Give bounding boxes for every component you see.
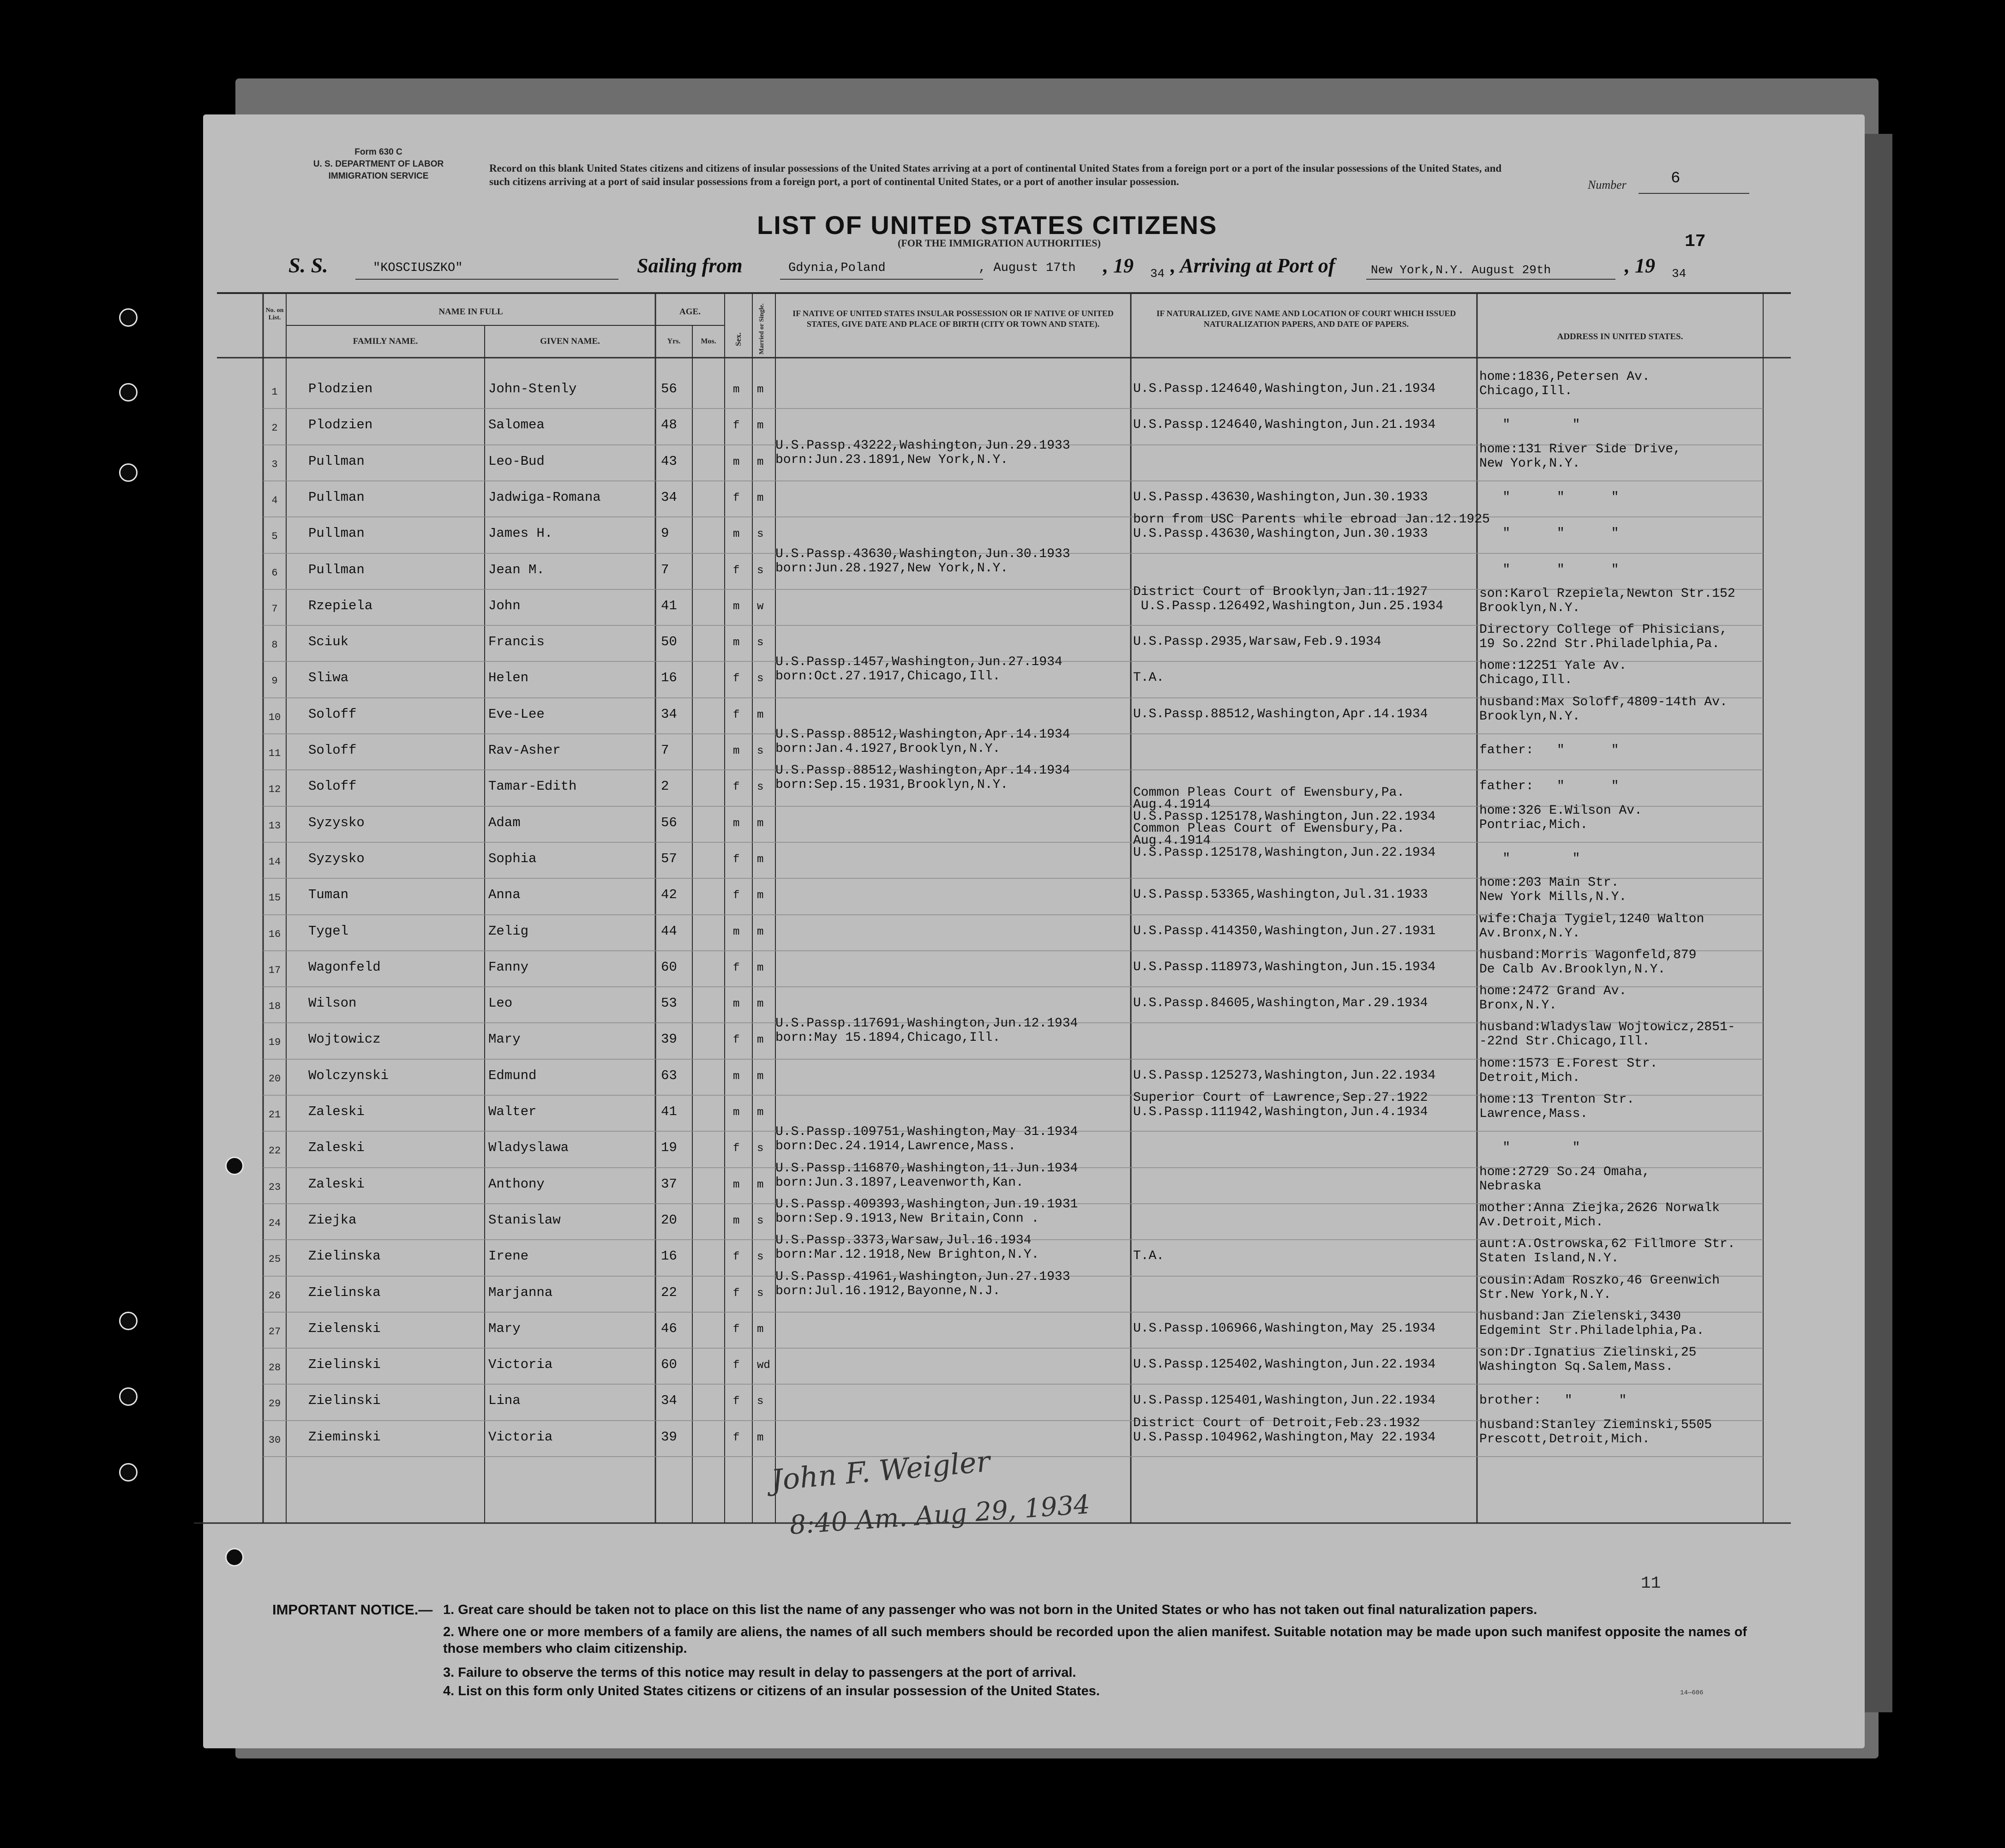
us-address: father: " " bbox=[1479, 779, 1619, 794]
family-name: Wolczynski bbox=[308, 1068, 389, 1083]
given-name: Salomea bbox=[488, 417, 545, 433]
marital-status: m bbox=[757, 384, 764, 396]
col-header-no: No. on List. bbox=[265, 307, 284, 321]
col-header-family-name: FAMILY NAME. bbox=[353, 336, 418, 346]
age-years: 34 bbox=[661, 706, 677, 722]
given-name: John-Stenly bbox=[488, 381, 577, 396]
arriving-port: New York,N.Y. August 29th bbox=[1371, 263, 1551, 277]
family-name: Tygel bbox=[308, 923, 349, 939]
sex-code: f bbox=[733, 1431, 740, 1444]
row-number: 25 bbox=[268, 1254, 281, 1266]
sex-code: f bbox=[733, 1359, 740, 1372]
sex-code: f bbox=[733, 1034, 740, 1047]
row-number: 10 bbox=[268, 711, 281, 723]
age-years: 20 bbox=[661, 1212, 677, 1228]
us-address: Directory College of Phisicians, 19 So.22nd Str.Philadelphia,Pa. bbox=[1479, 623, 1728, 652]
sailing-label: Sailing from bbox=[637, 254, 743, 277]
naturalization-record: U.S.Passp.125402,Washington,Jun.22.1934 bbox=[1133, 1357, 1436, 1372]
given-name: Tamar-Edith bbox=[488, 779, 577, 794]
given-name: Jadwiga-Romana bbox=[488, 489, 601, 505]
col-header-marital: Married or Single. bbox=[758, 303, 765, 354]
place-of-birth: U.S.Passp.1457,Washington,Jun.27.1934 born:Oct.27.1917,Chicago,Ill. bbox=[775, 655, 1063, 684]
sex-code: f bbox=[733, 1287, 740, 1300]
given-name: Francis bbox=[488, 634, 545, 650]
marital-status: s bbox=[757, 1287, 764, 1300]
row-number: 26 bbox=[268, 1290, 281, 1302]
naturalization-record: U.S.Passp.84605,Washington,Mar.29.1934 bbox=[1133, 996, 1428, 1011]
us-address: husband:Jan Zielenski,3430 Edgemint Str.Philadelphia,Pa. bbox=[1479, 1309, 1705, 1338]
marital-status: m bbox=[757, 961, 764, 974]
sailing-from: Gdynia,Poland bbox=[788, 261, 886, 275]
marital-status: s bbox=[757, 564, 764, 577]
given-name: Helen bbox=[488, 670, 529, 686]
ss-label: S. S. bbox=[288, 253, 328, 277]
given-name: Lina bbox=[488, 1393, 521, 1409]
place-of-birth: U.S.Passp.88512,Washington,Apr.14.1934 born:Sep.15.1931,Brooklyn,N.Y. bbox=[775, 763, 1070, 792]
age-years: 53 bbox=[661, 996, 677, 1011]
age-years: 63 bbox=[661, 1068, 677, 1083]
naturalization-record: U.S.Passp.124640,Washington,Jun.21.1934 bbox=[1133, 382, 1436, 396]
us-address: home:12251 Yale Av. Chicago,Ill. bbox=[1479, 659, 1627, 688]
sex-code: f bbox=[733, 708, 740, 721]
given-name: Anthony bbox=[488, 1176, 545, 1192]
us-address: " " " bbox=[1479, 562, 1619, 577]
naturalization-record: U.S.Passp.2935,Warsaw,Feb.9.1934 bbox=[1133, 635, 1381, 649]
sex-code: m bbox=[733, 384, 740, 396]
place-of-birth: U.S.Passp.117691,Washington,Jun.12.1934 born:May 15.1894,Chicago,Ill. bbox=[775, 1016, 1078, 1045]
given-name: Sophia bbox=[488, 851, 537, 866]
family-name: Zielinski bbox=[308, 1357, 381, 1373]
naturalization-record: U.S.Passp.124640,Washington,Jun.21.1934 bbox=[1133, 418, 1436, 432]
family-name: Pullman bbox=[308, 526, 365, 541]
sex-code: f bbox=[733, 420, 740, 432]
sex-code: f bbox=[733, 1142, 740, 1155]
age-years: 46 bbox=[661, 1320, 677, 1336]
naturalization-record: District Court of Detroit,Feb.23.1932 U.S.Passp.104962,Washington,May 22.1934 bbox=[1133, 1416, 1436, 1445]
sex-code: f bbox=[733, 1395, 740, 1408]
given-name: Adam bbox=[488, 815, 521, 830]
sex-code: m bbox=[733, 1214, 740, 1227]
family-name: Ziejka bbox=[308, 1212, 357, 1228]
us-address: father: " " bbox=[1479, 743, 1619, 757]
naturalization-record: U.S.Passp.125401,Washington,Jun.22.1934 bbox=[1133, 1393, 1436, 1408]
row-number: 22 bbox=[268, 1145, 281, 1157]
family-name: Pullman bbox=[308, 562, 365, 577]
age-years: 56 bbox=[661, 815, 677, 830]
row-number: 24 bbox=[268, 1217, 281, 1229]
marital-status: m bbox=[757, 456, 764, 468]
family-name: Wilson bbox=[308, 996, 357, 1011]
us-address: son:Dr.Ignatius Zielinski,25 Washington Sq.Salem,Mass. bbox=[1479, 1345, 1697, 1374]
age-years: 22 bbox=[661, 1284, 677, 1300]
marital-status: m bbox=[757, 1034, 764, 1047]
marital-status: m bbox=[757, 1178, 764, 1191]
sex-code: f bbox=[733, 492, 740, 504]
family-name: Syzysko bbox=[308, 851, 365, 866]
marital-status: m bbox=[757, 925, 764, 938]
us-address: aunt:A.Ostrowska,62 Fillmore Str. Staten Island,N.Y. bbox=[1479, 1237, 1735, 1266]
us-address: home:1573 E.Forest Str. Detroit,Mich. bbox=[1479, 1056, 1658, 1085]
service-name: IMMIGRATION SERVICE bbox=[328, 171, 429, 181]
place-of-birth: U.S.Passp.43222,Washington,Jun.29.1933 born:Jun.23.1891,New York,N.Y. bbox=[775, 438, 1070, 467]
given-name: Anna bbox=[488, 887, 521, 903]
age-years: 34 bbox=[661, 1393, 677, 1409]
marital-status: m bbox=[757, 708, 764, 721]
age-years: 56 bbox=[661, 381, 677, 396]
ship-name: "KOSCIUSZKO" bbox=[373, 261, 463, 275]
us-address: son:Karol Rzepiela,Newton Str.152 Brooklyn,N.Y. bbox=[1479, 586, 1735, 615]
given-name: John bbox=[488, 598, 521, 613]
instructions-text: Record on this blank United States citizens and citizens of insular possessions of the United States arriving at a port of continental United States from a foreign port or a port of the insular possessions of the United States, and such citizens arriving at a port of said insular possessions from a foreign port, a port of continental United States, or a port of another insular possession. bbox=[489, 162, 1502, 187]
row-number: 6 bbox=[271, 567, 278, 579]
age-years: 50 bbox=[661, 634, 677, 650]
sex-code: m bbox=[733, 600, 740, 613]
given-name: Victoria bbox=[488, 1357, 553, 1373]
age-years: 7 bbox=[661, 743, 669, 758]
col-header-age: AGE. bbox=[679, 307, 701, 317]
col-header-place-of-birth: IF NATIVE OF UNITED STATES INSULAR POSSESSION OR IF NATIVE OF UNITED STATES, GIVE DATE AND PLACE OF BIRTH (CITY OR TOWN AND STATE). bbox=[792, 309, 1114, 329]
col-header-naturalization: IF NATURALIZED, GIVE NAME AND LOCATION OF COURT WHICH ISSUED NATURALIZATION PAPERS, AND DATE OF PAPERS. bbox=[1156, 309, 1456, 329]
family-name: Rzepiela bbox=[308, 598, 373, 613]
family-name: Zieminski bbox=[308, 1429, 381, 1445]
marital-status: s bbox=[757, 1214, 764, 1227]
us-address: " " " bbox=[1479, 526, 1619, 541]
us-address: home:1836,Petersen Av. Chicago,Ill. bbox=[1479, 370, 1650, 398]
family-name: Soloff bbox=[308, 779, 357, 794]
place-of-birth: U.S.Passp.43630,Washington,Jun.30.1933 born:Jun.28.1927,New York,N.Y. bbox=[775, 546, 1070, 576]
family-name: Tuman bbox=[308, 887, 349, 903]
sex-code: f bbox=[733, 961, 740, 974]
sex-code: m bbox=[733, 1178, 740, 1191]
page-subtitle: (FOR THE IMMIGRATION AUTHORITIES) bbox=[898, 237, 1101, 249]
notice-label: IMPORTANT NOTICE.— bbox=[272, 1602, 433, 1618]
family-name: Pullman bbox=[308, 453, 365, 469]
age-years: 41 bbox=[661, 1104, 677, 1119]
marital-status: m bbox=[757, 492, 764, 504]
age-years: 48 bbox=[661, 417, 677, 433]
naturalization-record: Common Pleas Court of Ewensbury,Pa. Aug.4.1914 U.S.Passp.125178,Washington,Jun.22.1934 bbox=[1133, 785, 1436, 824]
us-address: cousin:Adam Roszko,46 Greenwich Str.New York,N.Y. bbox=[1479, 1273, 1720, 1302]
col-header-sex: Sex. bbox=[734, 332, 743, 346]
age-years: 7 bbox=[661, 562, 669, 577]
sex-code: f bbox=[733, 1323, 740, 1336]
marital-status: s bbox=[757, 636, 764, 649]
form-number: Form 630 C bbox=[354, 147, 402, 157]
page-mark: 11 bbox=[1641, 1574, 1661, 1593]
given-name: Zelig bbox=[488, 923, 529, 939]
naturalization-record: U.S.Passp.88512,Washington,Apr.14.1934 bbox=[1133, 707, 1428, 721]
given-name: Rav-Asher bbox=[488, 743, 561, 758]
row-number: 2 bbox=[271, 422, 278, 434]
officer-signature: John F. Weigler bbox=[769, 1444, 991, 1497]
given-name: Irene bbox=[488, 1248, 529, 1264]
col-header-yrs: Yrs. bbox=[667, 337, 681, 345]
notice-item-2: 2. Where one or more members of a family are aliens, the names of all such members should be recorded upon the alien manifest. Suitable notation may be made upon such manifest opposite the names of those members who claim citizenship. bbox=[443, 1625, 1747, 1656]
us-address: home:131 River Side Drive, New York,N.Y. bbox=[1479, 442, 1681, 471]
given-name: Leo-Bud bbox=[488, 453, 545, 469]
row-number: 12 bbox=[268, 784, 281, 796]
marital-status: m bbox=[757, 853, 764, 866]
us-address: " " bbox=[1479, 851, 1580, 866]
us-address: wife:Chaja Tygiel,1240 Walton Av.Bronx,N.Y. bbox=[1479, 912, 1705, 941]
family-name: Soloff bbox=[308, 743, 357, 758]
number-value: 6 bbox=[1671, 170, 1681, 187]
row-number: 19 bbox=[268, 1037, 281, 1049]
given-name: Wladyslawa bbox=[488, 1140, 569, 1156]
marital-status: s bbox=[757, 1395, 764, 1408]
marital-status: m bbox=[757, 1323, 764, 1336]
sailing-date: , August 17th bbox=[978, 261, 1076, 275]
us-address: husband:Stanley Zieminski,5505 Prescott,Detroit,Mich. bbox=[1479, 1417, 1712, 1446]
naturalization-record: District Court of Brooklyn,Jan.11.1927 U.S.Passp.126492,Washington,Jun.25.1934 bbox=[1133, 584, 1444, 613]
us-address: brother: " " bbox=[1479, 1393, 1627, 1408]
notice-item-3: 3. Failure to observe the terms of this notice may result in delay to passengers at the port of arrival. bbox=[443, 1665, 1076, 1680]
col-header-given-name: GIVEN NAME. bbox=[540, 336, 600, 346]
naturalization-record: U.S.Passp.43630,Washington,Jun.30.1933 bbox=[1133, 490, 1428, 504]
row-number: 15 bbox=[268, 892, 281, 904]
given-name: Walter bbox=[488, 1104, 537, 1119]
marital-status: w bbox=[757, 600, 764, 613]
department-name: U. S. DEPARTMENT OF LABOR bbox=[313, 159, 444, 169]
arriving-year-prefix: , 19 bbox=[1625, 254, 1655, 277]
family-name: Zielenski bbox=[308, 1320, 381, 1336]
naturalization-record: U.S.Passp.53365,Washington,Jul.31.1933 bbox=[1133, 888, 1428, 902]
us-address: " " " bbox=[1479, 490, 1619, 504]
marital-status: s bbox=[757, 1142, 764, 1155]
age-years: 60 bbox=[661, 1357, 677, 1373]
marital-status: s bbox=[757, 672, 764, 685]
given-name: Stanislaw bbox=[488, 1212, 561, 1228]
marital-status: s bbox=[757, 528, 764, 541]
sex-code: f bbox=[733, 1251, 740, 1264]
age-years: 57 bbox=[661, 851, 677, 866]
naturalization-record: U.S.Passp.106966,Washington,May 25.1934 bbox=[1133, 1321, 1436, 1336]
row-number: 11 bbox=[268, 748, 281, 759]
sex-code: m bbox=[733, 1106, 740, 1119]
given-name: Mary bbox=[488, 1320, 521, 1336]
row-number: 20 bbox=[268, 1073, 281, 1085]
family-name: Plodzien bbox=[308, 381, 373, 396]
col-header-name-in-full: NAME IN FULL bbox=[438, 307, 503, 317]
given-name: Leo bbox=[488, 996, 513, 1011]
marital-status: m bbox=[757, 1431, 764, 1444]
age-years: 19 bbox=[661, 1140, 677, 1156]
family-name: Wagonfeld bbox=[308, 959, 381, 975]
row-number: 7 bbox=[271, 603, 278, 615]
us-address: home:2729 So.24 Omaha, Nebraska bbox=[1479, 1164, 1650, 1194]
naturalization-record: U.S.Passp.118973,Washington,Jun.15.1934 bbox=[1133, 960, 1436, 974]
us-address: home:326 E.Wilson Av. Pontriac,Mich. bbox=[1479, 803, 1642, 832]
family-name: Soloff bbox=[308, 706, 357, 722]
sex-code: m bbox=[733, 998, 740, 1011]
row-number: 18 bbox=[268, 1001, 281, 1013]
age-years: 43 bbox=[661, 453, 677, 469]
row-number: 21 bbox=[268, 1109, 281, 1121]
family-name: Zielinski bbox=[308, 1393, 381, 1409]
row-number: 30 bbox=[268, 1434, 281, 1446]
sex-code: f bbox=[733, 781, 740, 794]
marital-status: m bbox=[757, 889, 764, 902]
marital-status: wd bbox=[757, 1359, 770, 1372]
place-of-birth: U.S.Passp.109751,Washington,May 31.1934 born:Dec.24.1914,Lawrence,Mass. bbox=[775, 1125, 1078, 1154]
given-name: Jean M. bbox=[488, 562, 545, 577]
family-name: Wojtowicz bbox=[308, 1032, 381, 1047]
family-name: Plodzien bbox=[308, 417, 373, 433]
col-header-mos: Mos. bbox=[701, 337, 716, 345]
marital-status: s bbox=[757, 745, 764, 757]
family-name: Syzysko bbox=[308, 815, 365, 830]
row-number: 23 bbox=[268, 1181, 281, 1193]
row-number: 17 bbox=[268, 964, 281, 976]
marital-status: s bbox=[757, 781, 764, 794]
given-name: Fanny bbox=[488, 959, 529, 975]
sailing-year: 34 bbox=[1150, 267, 1165, 281]
notice-item-1: 1. Great care should be taken not to place on this list the name of any passenger who was not born in the United States or who has not taken out final naturalization papers. bbox=[443, 1602, 1537, 1617]
naturalization-record: U.S.Passp.414350,Washington,Jun.27.1931 bbox=[1133, 924, 1436, 938]
given-name: Edmund bbox=[488, 1068, 537, 1083]
row-number: 14 bbox=[268, 856, 281, 868]
sheet-mark: 17 bbox=[1685, 232, 1706, 252]
sex-code: m bbox=[733, 925, 740, 938]
us-address: husband:Morris Wagonfeld,879 De Calb Av.Brooklyn,N.Y. bbox=[1479, 948, 1697, 977]
marital-status: m bbox=[757, 817, 764, 830]
place-of-birth: U.S.Passp.409393,Washington,Jun.19.1931 born:Sep.9.1913,New Britain,Conn . bbox=[775, 1197, 1078, 1226]
given-name: Victoria bbox=[488, 1429, 553, 1445]
given-name: Mary bbox=[488, 1032, 521, 1047]
row-number: 13 bbox=[268, 820, 281, 832]
place-of-birth: U.S.Passp.41961,Washington,Jun.27.1933 born:Jul.16.1912,Bayonne,N.J. bbox=[775, 1269, 1070, 1298]
naturalization-record: Common Pleas Court of Ewensbury,Pa. Aug.4.1914 U.S.Passp.125178,Washington,Jun.22.1934 bbox=[1133, 821, 1436, 860]
row-number: 3 bbox=[271, 458, 278, 470]
row-number: 9 bbox=[271, 675, 278, 687]
given-name: James H. bbox=[488, 526, 553, 541]
sex-code: f bbox=[733, 672, 740, 685]
signature-timestamp: 8:40 Am. Aug 29, 1934 bbox=[788, 1489, 1091, 1541]
marital-status: m bbox=[757, 998, 764, 1011]
marital-status: s bbox=[757, 1251, 764, 1264]
age-years: 16 bbox=[661, 670, 677, 686]
family-name: Sciuk bbox=[308, 634, 349, 650]
page-title: LIST OF UNITED STATES CITIZENS bbox=[757, 210, 1218, 240]
naturalization-record: U.S.Passp.125273,Washington,Jun.22.1934 bbox=[1133, 1068, 1436, 1083]
row-number: 27 bbox=[268, 1326, 281, 1338]
row-number: 1 bbox=[271, 386, 278, 398]
sex-code: m bbox=[733, 1070, 740, 1083]
age-years: 9 bbox=[661, 526, 669, 541]
age-years: 16 bbox=[661, 1248, 677, 1264]
age-years: 39 bbox=[661, 1032, 677, 1047]
us-address: home:13 Trenton Str. Lawrence,Mass. bbox=[1479, 1092, 1635, 1121]
family-name: Zielinska bbox=[308, 1284, 381, 1300]
sex-code: m bbox=[733, 745, 740, 757]
row-number: 16 bbox=[268, 928, 281, 940]
row-number: 5 bbox=[271, 531, 278, 543]
marital-status: m bbox=[757, 1106, 764, 1119]
given-name: Eve-Lee bbox=[488, 706, 545, 722]
family-name: Zaleski bbox=[308, 1140, 365, 1156]
family-name: Pullman bbox=[308, 489, 365, 505]
age-years: 37 bbox=[661, 1176, 677, 1192]
sex-code: f bbox=[733, 889, 740, 902]
age-years: 34 bbox=[661, 489, 677, 505]
form-code: 14—606 bbox=[1680, 1689, 1704, 1697]
naturalization-record: T.A. bbox=[1133, 1249, 1165, 1264]
notice-item-4: 4. List on this form only United States citizens or citizens of an insular possession of the United States. bbox=[443, 1684, 1100, 1698]
age-years: 60 bbox=[661, 959, 677, 975]
sex-code: m bbox=[733, 528, 740, 541]
place-of-birth: U.S.Passp.3373,Warsaw,Jul.16.1934 born:Mar.12.1918,New Brighton,N.Y. bbox=[775, 1233, 1039, 1262]
us-address: mother:Anna Ziejka,2626 Norwalk Av.Detroit,Mich. bbox=[1479, 1200, 1720, 1230]
sex-code: m bbox=[733, 456, 740, 468]
sex-code: m bbox=[733, 636, 740, 649]
sex-code: f bbox=[733, 853, 740, 866]
marital-status: m bbox=[757, 1070, 764, 1083]
sailing-year-prefix: , 19 bbox=[1103, 254, 1134, 277]
family-name: Zaleski bbox=[308, 1104, 365, 1119]
row-number: 8 bbox=[271, 639, 278, 651]
arriving-label: , Arriving at Port of bbox=[1171, 254, 1335, 277]
naturalization-record: Superior Court of Lawrence,Sep.27.1922 U.S.Passp.111942,Washington,Jun.4.1934 bbox=[1133, 1091, 1428, 1119]
us-address: home:203 Main Str. New York Mills,N.Y. bbox=[1479, 876, 1627, 905]
us-address: " " bbox=[1479, 1140, 1580, 1155]
row-number: 29 bbox=[268, 1398, 281, 1410]
age-years: 44 bbox=[661, 923, 677, 939]
us-address: husband:Max Soloff,4809-14th Av. Brooklyn,N.Y. bbox=[1479, 695, 1728, 724]
naturalization-record: T.A. bbox=[1133, 671, 1165, 685]
sex-code: f bbox=[733, 564, 740, 577]
col-header-address: ADDRESS IN UNITED STATES. bbox=[1557, 332, 1683, 342]
number-label: Number bbox=[1588, 178, 1627, 192]
sex-code: m bbox=[733, 817, 740, 830]
age-years: 2 bbox=[661, 779, 669, 794]
us-address: husband:Wladyslaw Wojtowicz,2851- -22nd Str.Chicago,Ill. bbox=[1479, 1020, 1735, 1049]
age-years: 41 bbox=[661, 598, 677, 613]
marital-status: m bbox=[757, 420, 764, 432]
place-of-birth: U.S.Passp.88512,Washington,Apr.14.1934 born:Jan.4.1927,Brooklyn,N.Y. bbox=[775, 727, 1070, 756]
arriving-year: 34 bbox=[1672, 267, 1687, 281]
us-address: " " bbox=[1479, 418, 1580, 432]
age-years: 39 bbox=[661, 1429, 677, 1445]
naturalization-record: born from USC Parents while ebroad Jan.12.1925 U.S.Passp.43630,Washington,Jun.30.1933 bbox=[1133, 512, 1490, 541]
given-name: Marjanna bbox=[488, 1284, 553, 1300]
row-number: 28 bbox=[268, 1362, 281, 1374]
family-name: Zaleski bbox=[308, 1176, 365, 1192]
row-number: 4 bbox=[271, 494, 278, 506]
us-address: home:2472 Grand Av. Bronx,N.Y. bbox=[1479, 984, 1627, 1013]
place-of-birth: U.S.Passp.116870,Washington,11.Jun.1934 born:Jun.3.1897,Leavenworth,Kan. bbox=[775, 1161, 1078, 1190]
family-name: Sliwa bbox=[308, 670, 349, 686]
family-name: Zielinska bbox=[308, 1248, 381, 1264]
age-years: 42 bbox=[661, 887, 677, 903]
